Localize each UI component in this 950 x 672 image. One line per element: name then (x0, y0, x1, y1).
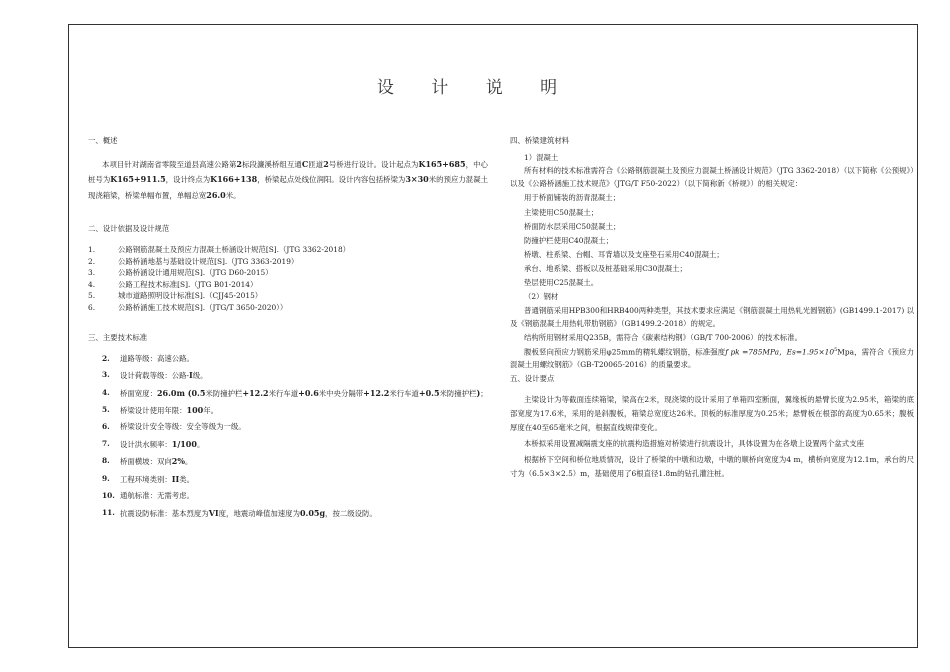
text-run: 桥梁设计安全等级：安全等级为一级。 (120, 422, 246, 432)
text-run: 。 (196, 439, 205, 449)
reference-item (88, 267, 488, 278)
standard-text (120, 388, 488, 400)
standard-number: 2. (102, 353, 110, 363)
standard-number: 4. (102, 387, 110, 397)
reference-text: 城市道路照明设计标准[S].（CJJ45-2015） (118, 291, 263, 301)
text-run: 米中央分隔带 (318, 388, 364, 398)
steel-p3-text-b: Mpa，需符合《预应力混凝土用螺纹钢筋》（GB-T20065-2016）的质量要求。 (510, 347, 914, 370)
standard-number: 9. (102, 473, 110, 483)
bold-run: I (189, 370, 193, 381)
bold-run: 2% (171, 456, 185, 467)
reference-list (88, 244, 488, 313)
text-run: 匝道 (308, 159, 324, 169)
right-column (510, 136, 914, 483)
bold-run: +12.2 (242, 387, 269, 398)
reference-item (88, 244, 488, 255)
concrete-item: 桥面防水层采用C50混凝土； (524, 221, 621, 231)
bold-run: 100 (186, 405, 204, 416)
standard-number: 3. (102, 370, 110, 380)
text-run: 抗震设防标准：基本烈度为 (120, 508, 209, 518)
steel-paragraph-2: 结构所用钢材采用Q235B，需符合《碳素结构钢》（GB/T 700-2006）的技术标准。 (524, 332, 802, 342)
reference-item (88, 302, 488, 313)
reference-item (88, 256, 488, 267)
standard-text (120, 474, 194, 486)
standard-text (120, 422, 246, 433)
text-run: 设计洪水频率： (120, 439, 172, 449)
bold-run: ) (476, 387, 481, 398)
standard-text (120, 370, 208, 382)
standard-number: 10. (102, 491, 115, 501)
text-run: 。 (184, 457, 193, 467)
text-run: ，按二级设防。 (325, 508, 377, 518)
standard-item (102, 388, 488, 400)
text-run: 桥面宽度： (120, 388, 157, 398)
concrete-intro: 所有材料的技术标准需符合《公路钢筋混凝土及预应力混凝土桥涵设计规范》（JTG 3362-2018）（以下简称《公预规》）以及《公路桥涵施工技术规范》（JTG/T F50-2022）（以下简称新《桥规》）的相关规定： (510, 166, 914, 189)
text-run: ，设计终点为 (165, 175, 211, 185)
standard-text (120, 491, 194, 502)
text-run: 桥梁设计使用年限： (120, 406, 187, 416)
standard-text (120, 456, 192, 468)
standards-list (88, 354, 488, 520)
text-run: 度，地震动峰值加速度为 (218, 508, 300, 518)
standard-number: 11. (102, 507, 115, 517)
text-run: 米行车道 (389, 388, 419, 398)
reference-text: 公路工程技术标准[S].（JTG B01-2014） (118, 279, 258, 289)
text-run: ，中心桩号为 (88, 159, 488, 185)
standard-item (102, 474, 488, 486)
standard-text (120, 354, 194, 365)
concrete-item: 桥墩、柱系梁、台帽、耳背墙以及支座垫石采用C40混凝土； (524, 249, 724, 259)
bold-run: K165+685 (418, 158, 466, 169)
text-run: 年。 (203, 406, 219, 416)
text-run: 米防撞护栏 (439, 388, 477, 398)
bold-run: +0.5 (418, 387, 440, 398)
reference-item (88, 290, 488, 301)
reference-text: 公路桥涵地基与基础设计规范[S].（JTG 3363-2019） (118, 256, 299, 266)
text-run: 桥面横坡：双向 (120, 457, 172, 467)
reference-number: 5. (88, 291, 96, 301)
standard-item (102, 354, 488, 365)
bold-run: +12.2 (363, 387, 390, 398)
steel-formula-exponent: 5 (834, 346, 838, 353)
bold-run: +0.6 (298, 387, 319, 398)
design-points-paragraph-3: 根据桥下空间和桥位地质情况，设计了桥梁的中墩和边墩，中墩的顺桥向宽度为4 m，横桥向宽度为12.1m，承台的尺寸为（6.5×3×2.5）m，基础使用了6根直径1.8m的钻孔灌注桩。 (510, 454, 914, 479)
bold-run: 2 (323, 158, 329, 169)
bold-run: 26.0m (0.5 (156, 387, 206, 398)
concrete-item: 主梁使用C50混凝土； (524, 207, 599, 217)
section-design-basis-heading: 二、设计依据及设计规范 (88, 223, 170, 233)
bold-run: C (301, 158, 309, 169)
standard-number: 5. (102, 405, 110, 415)
text-run: 本项目针对湖南省零陵至道县高速公路第 (102, 159, 237, 169)
standard-item (102, 456, 488, 468)
concrete-heading: 1）混凝土 (524, 152, 559, 162)
standard-number: 7. (102, 438, 110, 448)
text-run: 米防撞护栏 (205, 388, 243, 398)
bold-run: II (171, 473, 180, 484)
text-run: 米。 (225, 190, 241, 200)
standard-item (102, 405, 488, 417)
reference-number: 6. (88, 302, 96, 312)
bold-run: K166+138 (210, 174, 258, 185)
text-run: 道路等级：高速公路。 (120, 353, 194, 363)
text-run: 标段濂溪桥组互通 (242, 159, 302, 169)
text-run: 米的预应力混凝土现浇箱梁，桥梁单幅布置，单幅总宽 (88, 175, 488, 200)
concrete-item: 防撞护栏使用C40混凝土； (524, 235, 613, 245)
standard-item (102, 508, 488, 520)
reference-item (88, 279, 488, 290)
standard-item (102, 491, 488, 502)
bold-run: 3×30 (405, 174, 429, 185)
reference-number: 2. (88, 256, 96, 266)
section-overview-heading: 一、概述 (88, 136, 118, 145)
text-run: 工程环境类别： (120, 474, 172, 484)
reference-text: 公路钢筋混凝土及预应力混凝土桥涵设计规范[S].（JTG 3362-2018） (118, 245, 351, 255)
text-run: 号桥进行设计。设计起点为 (328, 159, 419, 169)
reference-number: 3. (88, 268, 96, 278)
bold-run: K165+911.5 (110, 174, 166, 185)
steel-p3-text-a: 腹板竖向预应力钢筋采用φ25mm的精轧螺纹钢筋，标准强度 (524, 347, 726, 357)
reference-text: 公路桥涵设计通用规范[S].（JTG D60-2015） (118, 268, 273, 278)
bold-run: VI (208, 507, 219, 518)
text-run: 米行车道 (268, 388, 299, 398)
bold-run: 1/100 (171, 438, 197, 449)
left-column (88, 136, 488, 525)
text-run: ； (480, 388, 488, 398)
section-design-points-heading: 五、设计要点 (510, 374, 555, 383)
standard-number: 8. (102, 456, 110, 466)
text-run: 类。 (179, 474, 195, 484)
design-points-paragraph-1: 主梁设计为等截面连续箱梁，梁高在2米，现浇梁的设计采用了单箱四室断面，翼缘板的悬臂长度为2.95米，箱梁的底部宽度为17.6米，采用的是斜腹板，箱梁总宽度达26米。顶板的标准厚度为0.25米；悬臂板在根部的高度为0.65米；腹板厚度在40至65毫米之间，根据直线规律变化。 (510, 394, 914, 432)
text-run: 级。 (192, 371, 208, 381)
overview-paragraph (88, 157, 488, 204)
concrete-list (510, 193, 914, 288)
reference-number: 1. (88, 245, 96, 255)
bold-run: 2 (236, 158, 242, 169)
standard-text (120, 439, 204, 451)
concrete-item: 垫层使用C25混凝土。 (524, 278, 599, 288)
bold-run: 0.05g (299, 507, 326, 518)
text-run: ，桥梁起点处线位润阳。设计内容包括桥梁为 (257, 175, 406, 185)
reference-number: 4. (88, 279, 96, 289)
bold-run: 26.0 (206, 189, 226, 200)
page-title: 设 计 说 明 (376, 78, 574, 98)
standard-item (102, 370, 488, 382)
text-run: 设计荷载等级：公路- (120, 371, 190, 381)
design-points-paragraph-2: 本桥拟采用设置减隔震支座的抗震构造措施对桥梁进行抗震设计，具体设置为在各墩上设置两个盆式支座 (524, 438, 864, 448)
steel-paragraph-1: 普通钢筋采用HPB300和HRB400两种类型，其技术要求应满足《钢筋混凝土用热轧光圆钢筋》(GB1499.1-2017) 以及《钢筋混凝土用热轧带肋钢筋》（GB1499.2-2018）的规定。 (510, 305, 914, 328)
concrete-item: 承台、地系梁、搭板以及桩基础采用C30混凝土； (524, 264, 687, 273)
standard-text (120, 405, 218, 417)
steel-formula: f pk =785MPa，Es=1.95×10 (725, 347, 835, 357)
steel-paragraph-3 (510, 346, 914, 372)
standard-text (120, 508, 377, 520)
text-run: 通航标准：无需考虑。 (120, 491, 194, 501)
steel-heading: （2）钢材 (524, 292, 559, 302)
standard-item (102, 439, 488, 451)
concrete-item: 用于桥面铺装的沥青混凝土； (524, 193, 621, 203)
section-materials-heading: 四、桥梁建筑材料 (510, 136, 570, 145)
section-tech-standards-heading: 三、主要技术标准 (88, 333, 148, 343)
standard-item (102, 422, 488, 433)
standard-number: 6. (102, 422, 110, 432)
reference-text: 公路桥涵施工技术规范[S].（JTG/T 3650-2020）） (118, 302, 288, 312)
